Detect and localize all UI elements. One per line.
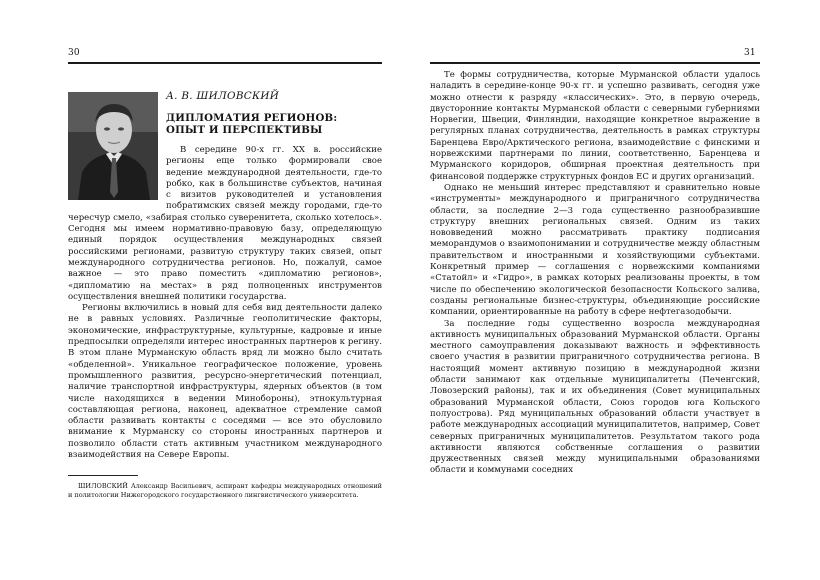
author-name: А. В. ШИЛОВСКИЙ <box>166 90 280 102</box>
article-title-line1: ДИПЛОМАТИЯ РЕГИОНОВ: <box>166 112 338 124</box>
right-paragraph-3: За последние годы существенно возросла международная активность муниципальных образований Мурманской области. Органы местного самоуправления доказывают важность и эффективность своего участия в развитии приграничного сотрудничества региона. В настоящий момент активную позицию в международной жизни области занимают как отдельные муниципалитеты (Печенгский, Ловозерский районы), так и их объединения (Совет муниципальных образований Мурманской области, Союз городов юга Кольского полуострова). Ряд муниципальных образований области участвует в работе международных ассоциаций муниципалитетов, например, Совет северных приграничных муниципалитетов. Результатом такого рода активности являются собственные соглашения о развитии дружественных связей между муниципальными образованиями области и коммунами соседних <box>430 318 760 476</box>
page-number-left: 30 <box>68 48 80 58</box>
left-page <box>68 70 382 570</box>
author-footnote: ШИЛОВСКИЙ Александр Васильевич, аспирант кафедры международных отношений и политологии Нижегородского государственного лингвистического университета. <box>68 482 382 499</box>
left-paragraph-2: Регионы включились в новый для себя вид деятельности далеко не в равных условиях. Различные геополитические факторы, экономические, инфраструктурные, культурные, кадровые и иные предпосылки определяли интерес иностранных партнеров к регину. В этом плане Мурманскую область вряд ли можно было считать «обделенной». Уникальное географическое положение, уровень промышленного развития, ресурсно-энергетический потенциал, наличие транспортной инфраструктуры, ядерных объектов (в том числе находящихся в ведении Минобороны), этнокультурная составляющая региона, наконец, адекватное стремление самой области развивать контакты с соседями — все это обусловило внимание к Мурманску со стороны иностранных партнеров и позволило области стать активным участником международного взаимодействия на Севере Европы. <box>68 303 382 461</box>
header-rule-left <box>68 62 382 64</box>
left-paragraph-1: В середине 90-х гг. XX в. российские регионы еще только формировали свое ведение международной деятельности, где-то робко, как в большинстве субъектов, начиная с визитов руководителей и установления побратимских связей между городами, где-то чересчур смело, «забирая столько суверенитета, сколько хотелось». Сегодня мы имеем нормативно-правовую базу, определяющую единый порядок осуществления международных связей российскими регионами, развитую структуру таких связей, опыт международного сотрудничества регионов. Но, пожалуй, самое важное — это право поместить «дипломатию регионов», «дипломатию на местах» в ряд полноценных инструментов осуществления внешней политики государства. <box>68 145 382 302</box>
page-number-right: 31 <box>744 48 756 58</box>
right-paragraph-2: Однако не меньший интерес представляют и сравнительно новые «инструменты» международного и приграничного сотрудничества области, за последние 2—3 года существенно разнообразившие структуру внешних региональных связей. Одним из таких нововведений можно рассматривать практику подписания меморандумов о взаимопонимании и сотрудничестве между областным правительством и иностранными и хозяйствующими субъектами. Конкретный пример — соглашения с норвежскими компаниями «Статойл» и «Гидро», в рамках которых реализованы проекты, в том числе по обеспечению экологической безопасности Кольского залива, созданы региональные бизнес-структуры, объединяющие российские компании, ориентированные на работу в сфере нефтегазодобычи. <box>430 182 760 318</box>
header-rule-right <box>430 62 760 64</box>
footnote-rule <box>68 475 138 476</box>
right-paragraph-1: Те формы сотрудничества, которые Мурманской области удалось наладить в середине-конце 90-х гг. и успешно развивать, сегодня уже можно отнести к разряду «классических». Это, в первую очередь, двусторонние контакты Мурманской области с северными губерниями Норвегии, Швеции, Финляндии, находящие конкретное выражение в регулярных планах сотрудничества, деятельность в рамках структуры Баренцева Евро/Арктического региона, взаимодействие с финскими и норвежскими партнерами по линии, соответственно, Баренцева и Мурманского коридоров, обширная проектная деятельность при финансовой поддержке структурных фондов ЕС и других организаций. <box>430 70 760 182</box>
right-body <box>430 70 760 477</box>
author-photo <box>68 92 158 200</box>
article-title-line2: ОПЫТ И ПЕРСПЕКТИВЫ <box>166 124 323 136</box>
right-page <box>430 70 760 570</box>
